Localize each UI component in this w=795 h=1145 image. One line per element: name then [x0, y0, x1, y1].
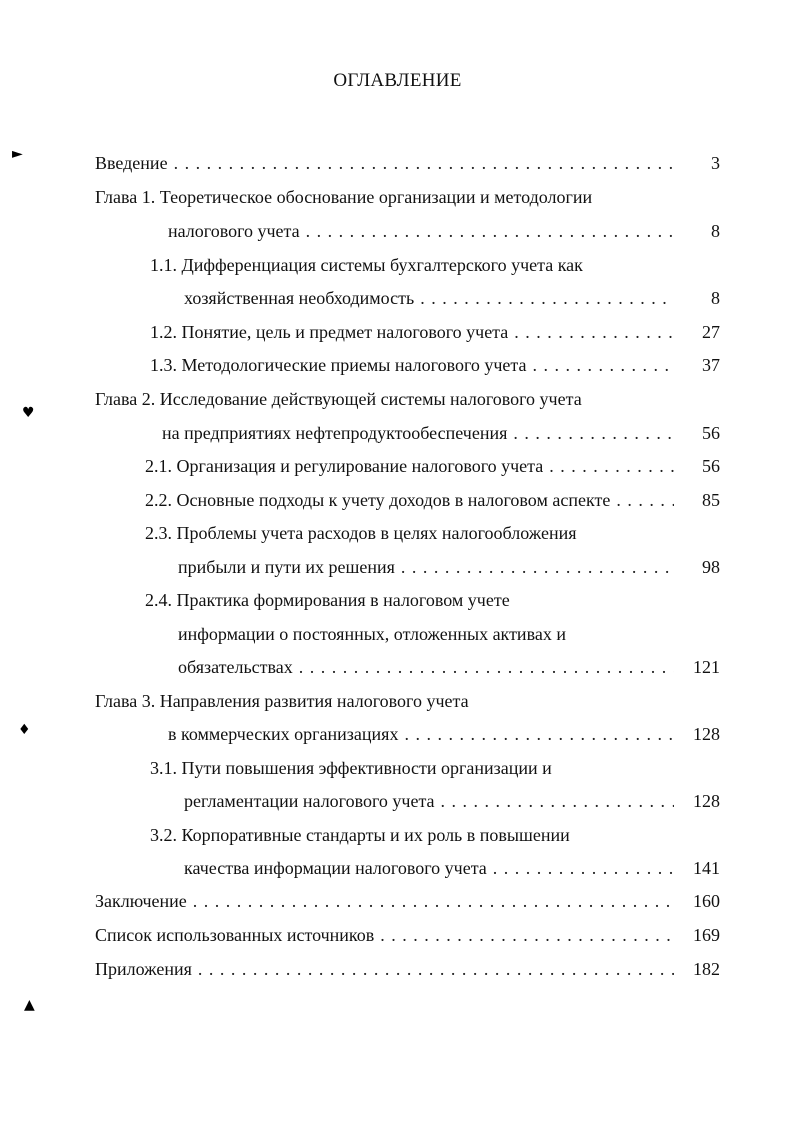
toc-entry-conclusion[interactable] [95, 889, 720, 913]
scan-artifact-mark: ♦ [18, 722, 31, 738]
toc-page-number: 121 [693, 657, 720, 677]
toc-entry-appendices[interactable] [95, 957, 720, 981]
toc-page-number: 56 [702, 456, 720, 476]
toc-entry-section-2-3[interactable] [178, 555, 720, 579]
toc-entry-text: 1.3. Методологические приемы налогового учета [150, 355, 527, 375]
toc-entry-section-3-1[interactable] [184, 789, 720, 813]
dot-leader [616, 488, 674, 512]
toc-entry-text: Приложения [95, 959, 192, 979]
toc-chapter-1-heading[interactable]: Глава 1. Теоретическое обоснование организации и методологии [95, 187, 593, 207]
toc-entry-text: регламентации налогового учета [184, 791, 435, 811]
toc-section-2-3-heading[interactable]: 2.3. Проблемы учета расходов в целях налогообложения [145, 523, 577, 543]
toc-entry-section-2-2[interactable] [145, 488, 720, 512]
dot-leader [513, 421, 674, 445]
toc-entry-text: 1.2. Понятие, цель и предмет налогового учета [150, 322, 509, 342]
toc-entry-chapter-2[interactable] [162, 421, 720, 445]
toc-entry-text: налогового учета [168, 221, 300, 241]
toc-entry-chapter-3[interactable] [168, 722, 720, 746]
page-title: ОГЛАВЛЕНИЕ [333, 70, 462, 91]
toc-section-3-1-heading[interactable]: 3.1. Пути повышения эффективности организации и [150, 758, 552, 778]
toc-entry-section-1-3[interactable] [150, 353, 720, 377]
toc-page-number: 182 [693, 959, 720, 979]
toc-section-2-4-continuation[interactable]: информации о постоянных, отложенных активах и [178, 624, 566, 644]
dot-leader [493, 856, 674, 880]
dot-leader [299, 655, 674, 679]
dot-leader [380, 923, 674, 947]
toc-page-number: 8 [711, 288, 720, 308]
toc-entry-text: Введение [95, 153, 168, 173]
toc-page-number: 160 [693, 891, 720, 911]
dot-leader [306, 219, 674, 243]
toc-page-number: 141 [693, 858, 720, 878]
toc-page-number: 85 [702, 490, 720, 510]
toc-chapter-2-heading[interactable]: Глава 2. Исследование действующей системы налогового учета [95, 389, 582, 409]
toc-section-1-1-heading[interactable]: 1.1. Дифференциация системы бухгалтерского учета как [150, 255, 583, 275]
toc-page-number: 27 [702, 322, 720, 342]
toc-page-number: 37 [702, 355, 720, 375]
toc-page-number: 3 [711, 153, 720, 173]
toc-entry-text: 2.2. Основные подходы к учету доходов в налоговом аспекте [145, 490, 611, 510]
toc-entry-text: Список использованных источников [95, 925, 375, 945]
toc-page-number: 56 [702, 423, 720, 443]
toc-page-number: 8 [711, 221, 720, 241]
toc-entry-section-2-4[interactable] [178, 655, 720, 679]
scan-artifact-mark: ► [12, 146, 23, 162]
dot-leader [420, 286, 674, 310]
toc-page-number: 128 [693, 724, 720, 744]
toc-entry-references[interactable] [95, 923, 720, 947]
toc-entry-section-1-2[interactable] [150, 320, 720, 344]
dot-leader [198, 957, 674, 981]
toc-entry-text: на предприятиях нефтепродуктообеспечения [162, 423, 508, 443]
toc-entry-introduction[interactable] [95, 151, 720, 175]
toc-entry-section-3-2[interactable] [184, 856, 720, 880]
scan-artifact-mark: ♥ [22, 405, 35, 421]
toc-entry-chapter-1[interactable] [168, 219, 720, 243]
dot-leader [193, 889, 674, 913]
toc-entry-text: 2.1. Организация и регулирование налогового учета [145, 456, 544, 476]
dot-leader [174, 151, 674, 175]
toc-entry-section-2-1[interactable] [145, 454, 720, 478]
toc-chapter-3-heading[interactable]: Глава 3. Направления развития налогового учета [95, 691, 469, 711]
toc-entry-text: обязательствах [178, 657, 293, 677]
toc-section-3-2-heading[interactable]: 3.2. Корпоративные стандарты и их роль в повышении [150, 825, 570, 845]
toc-entry-text: в коммерческих организациях [168, 724, 399, 744]
toc-page-number: 98 [702, 557, 720, 577]
dot-leader [401, 555, 674, 579]
toc-entry-text: хозяйственная необходимость [184, 288, 415, 308]
toc-page-number: 169 [693, 925, 720, 945]
toc-entry-section-1-1[interactable] [184, 286, 720, 310]
dot-leader [533, 353, 675, 377]
toc-page-number: 128 [693, 791, 720, 811]
scan-artifact-mark: ▲ [24, 997, 35, 1013]
toc-entry-text: Заключение [95, 891, 187, 911]
toc-section-2-4-heading[interactable]: 2.4. Практика формирования в налоговом учете [145, 590, 510, 610]
dot-leader [404, 722, 674, 746]
dot-leader [514, 320, 674, 344]
dot-leader [549, 454, 674, 478]
dot-leader [441, 789, 674, 813]
toc-entry-text: качества информации налогового учета [184, 858, 487, 878]
toc-entry-text: прибыли и пути их решения [178, 557, 395, 577]
